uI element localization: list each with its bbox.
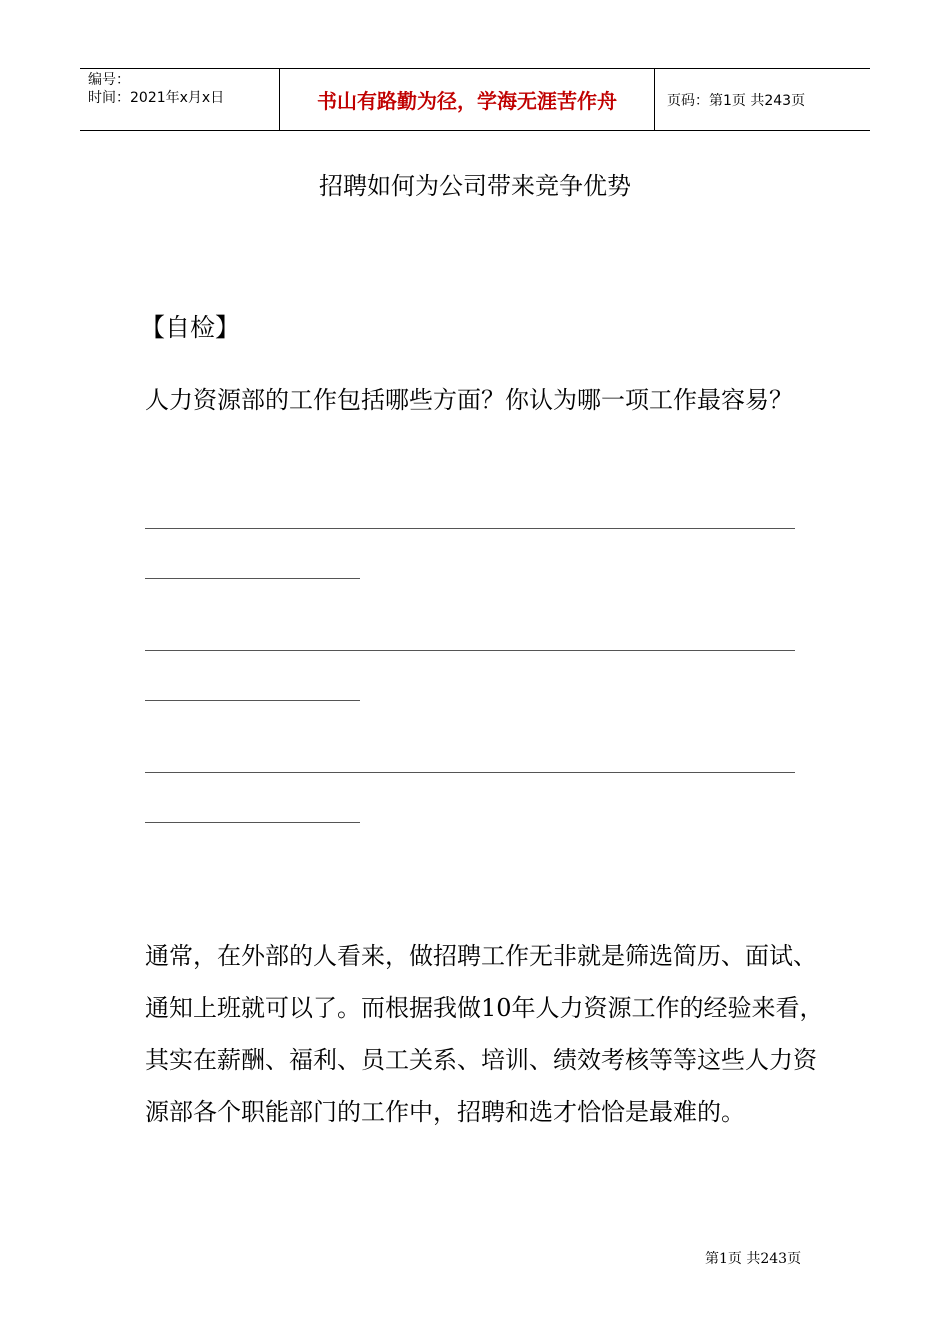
header-motto: 书山有路勤为径，学海无涯苦作舟 bbox=[280, 69, 655, 130]
header-meta bbox=[80, 69, 280, 130]
body-paragraph: 通常，在外部的人看来，做招聘工作无非就是筛选简历、面试、通知上班就可以了。而根据我做10年人力资源工作的经验来看，其实在薪酬、福利、员工关系、培训、绩效考核等等这些人力资源部各个职能部门的工作中，招聘和选才恰恰是最难的。 bbox=[145, 942, 824, 1126]
answer-line[interactable] bbox=[145, 822, 360, 823]
section-label: 【自检】 bbox=[140, 313, 241, 342]
time-label: 时间：2021年x月x日 bbox=[88, 90, 225, 106]
answer-line[interactable] bbox=[145, 578, 360, 579]
document-header bbox=[80, 68, 870, 131]
number-label: 编号： bbox=[88, 72, 130, 88]
answer-line[interactable] bbox=[145, 528, 795, 529]
header-page-info: 页码：第1页 共243页 bbox=[667, 92, 806, 109]
answer-line[interactable] bbox=[145, 772, 795, 773]
question-text: 人力资源部的工作包括哪些方面？你认为哪一项工作最容易？ bbox=[145, 386, 793, 414]
answer-line[interactable] bbox=[145, 700, 360, 701]
document-title: 招聘如何为公司带来竞争优势 bbox=[319, 172, 631, 200]
answer-line[interactable] bbox=[145, 650, 795, 651]
page-footer: 第1页 共243页 bbox=[705, 1251, 802, 1267]
